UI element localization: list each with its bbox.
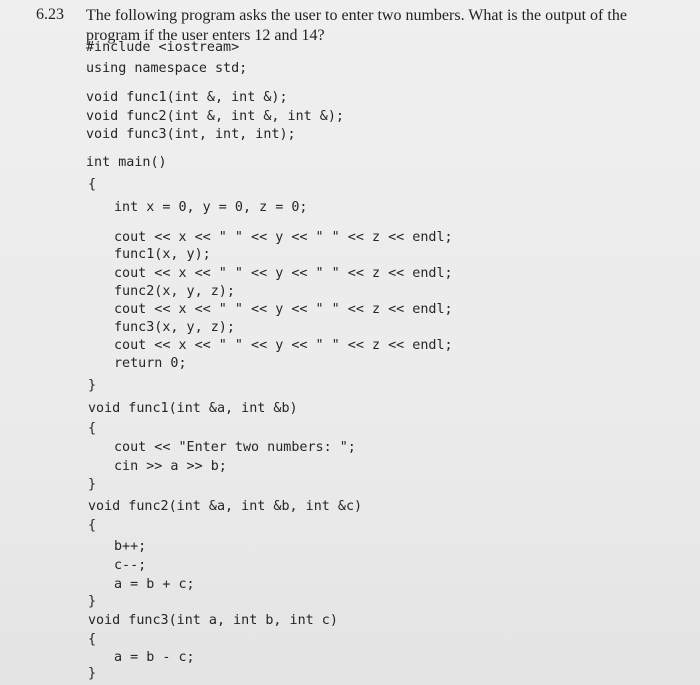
code-line: cout << x << " " << y << " " << z << endl; — [114, 302, 453, 317]
code-line: return 0; — [114, 356, 187, 371]
code-line: void func2(int &, int &, int &); — [86, 109, 344, 124]
code-line: using namespace std; — [86, 61, 248, 76]
code-line: int x = 0, y = 0, z = 0; — [114, 200, 308, 215]
code-line: func1(x, y); — [114, 247, 211, 262]
code-line: { — [88, 632, 97, 647]
code-line: cout << x << " " << y << " " << z << endl; — [114, 230, 453, 245]
code-line: } — [88, 477, 97, 492]
code-line: a = b - c; — [114, 650, 195, 665]
code-line: cout << x << " " << y << " " << z << endl; — [114, 338, 453, 353]
code-line: void func1(int &, int &); — [86, 90, 288, 105]
code-line: void func3(int a, int b, int c) — [88, 613, 338, 628]
code-line: c--; — [114, 558, 147, 573]
code-line: { — [88, 518, 97, 533]
code-line: func3(x, y, z); — [114, 320, 235, 335]
code-line: cout << "Enter two numbers: "; — [114, 440, 356, 455]
code-line: } — [88, 378, 97, 393]
code-line: b++; — [114, 539, 147, 554]
code-line: } — [88, 594, 97, 609]
code-line: cin >> a >> b; — [114, 459, 227, 474]
problem-number: 6.23 — [36, 6, 64, 23]
code-line: } — [88, 666, 97, 681]
problem-statement: The following program asks the user to enter two numbers. What is the output of the program if the user enters 12 and 14? — [86, 7, 627, 44]
code-line: func2(x, y, z); — [114, 284, 235, 299]
code-line: { — [88, 421, 97, 436]
code-line: a = b + c; — [114, 577, 195, 592]
code-line: int main() — [86, 155, 167, 170]
code-line: void func2(int &a, int &b, int &c) — [88, 499, 363, 514]
code-line: void func1(int &a, int &b) — [88, 401, 298, 416]
code-line: void func3(int, int, int); — [86, 127, 296, 142]
code-line: cout << x << " " << y << " " << z << endl; — [114, 266, 453, 281]
code-line: { — [88, 177, 97, 192]
code-line: #include <iostream> — [86, 40, 240, 55]
